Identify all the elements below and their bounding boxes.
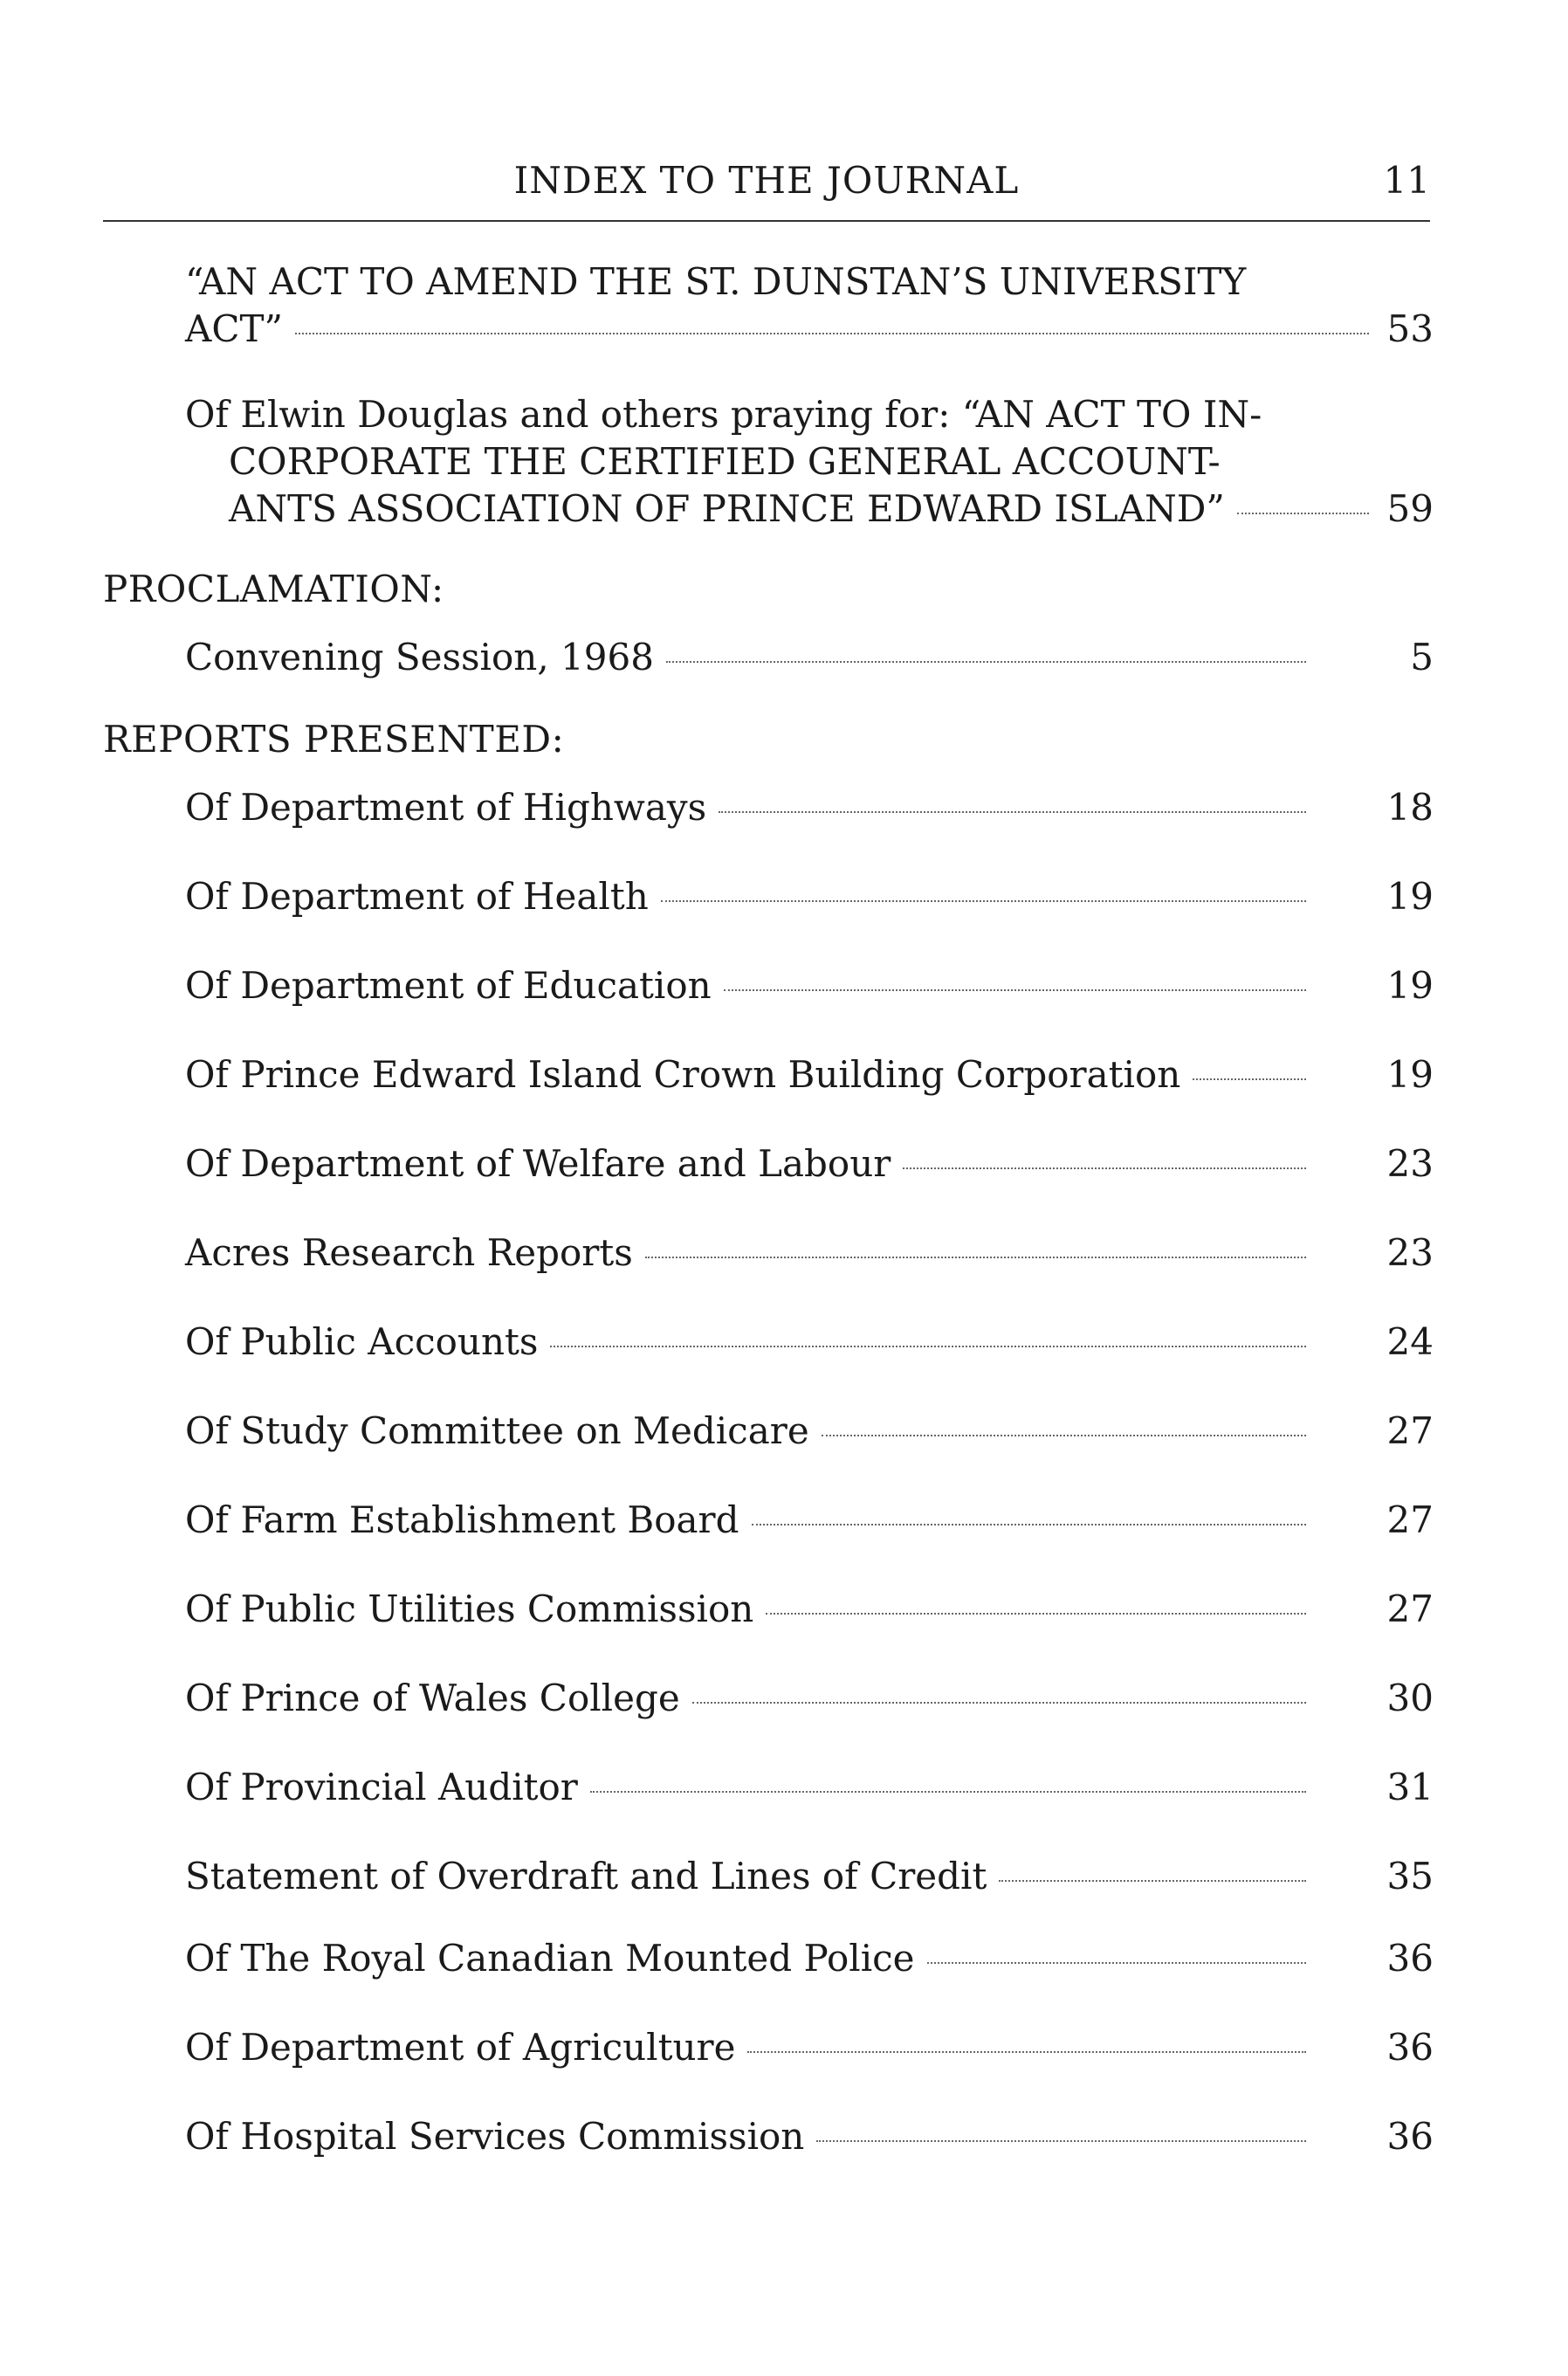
entry-label: Of Prince Edward Island Crown Building Corporation	[185, 1053, 1181, 1096]
header-rule	[103, 220, 1430, 222]
page-number: 11	[1383, 159, 1430, 202]
entry-page: 23	[1386, 1231, 1434, 1274]
entry-page: 24	[1386, 1320, 1434, 1363]
entry-page: 27	[1386, 1498, 1434, 1541]
dot-leader	[1237, 513, 1369, 514]
entry-page: 23	[1386, 1142, 1434, 1185]
entry-page: 31	[1386, 1766, 1434, 1808]
entry-text-line: “AN ACT TO AMEND THE ST. DUNSTAN’S UNIVERSITY	[185, 260, 1247, 303]
entry-label: Of Study Committee on Medicare	[185, 1409, 809, 1452]
dot-leader	[1193, 1078, 1306, 1080]
entry-label: Of Department of Welfare and Labour	[185, 1142, 891, 1185]
index-entry	[185, 964, 1434, 1007]
entry-label: Acres Research Reports	[185, 1231, 633, 1274]
entry-label: Of Public Utilities Commission	[185, 1587, 754, 1630]
entry-label: Of Hospital Services Commission	[185, 2115, 805, 2158]
entry-page: 36	[1386, 2026, 1434, 2069]
index-entry	[185, 1766, 1434, 1808]
entry-text-line: CORPORATE THE CERTIFIED GENERAL ACCOUNT-	[229, 440, 1221, 483]
dot-leader	[816, 2140, 1306, 2142]
dot-leader	[766, 1613, 1306, 1615]
section-heading-proclamation: PROCLAMATION:	[103, 568, 444, 610]
entry-page: 19	[1386, 1053, 1434, 1096]
entry-label: Statement of Overdraft and Lines of Credit	[185, 1855, 987, 1897]
entry-page: 53	[1386, 307, 1434, 350]
dot-leader	[927, 1962, 1306, 1964]
dot-leader	[724, 989, 1306, 991]
dot-leader	[822, 1435, 1306, 1436]
index-entry	[185, 786, 1434, 829]
index-entry	[185, 1855, 1434, 1897]
index-entry	[185, 1231, 1434, 1274]
entry-text-line: ANTS ASSOCIATION OF PRINCE EDWARD ISLAND”	[229, 487, 1225, 530]
dot-leader	[645, 1257, 1306, 1258]
dot-leader	[752, 1524, 1306, 1525]
dot-leader	[550, 1346, 1306, 1347]
entry-text-line: Of Elwin Douglas and others praying for: “AN ACT TO IN-	[185, 393, 1262, 436]
index-entry-st-dunstans-act	[185, 258, 1434, 353]
entry-page: 5	[1410, 636, 1434, 678]
entry-page: 27	[1386, 1587, 1434, 1630]
dot-leader	[666, 661, 1306, 663]
dot-leader	[295, 333, 1369, 334]
entry-page: 36	[1386, 2115, 1434, 2158]
entry-label: Of Department of Health	[185, 875, 649, 918]
dot-leader	[903, 1167, 1306, 1169]
index-entry	[185, 875, 1434, 918]
dot-leader	[590, 1791, 1306, 1793]
entry-label: Of Provincial Auditor	[185, 1766, 578, 1808]
entry-label: Of Prince of Wales College	[185, 1677, 680, 1719]
entry-label: Of Department of Highways	[185, 786, 707, 829]
index-entry	[185, 1677, 1434, 1719]
entry-label: Of Farm Establishment Board	[185, 1498, 739, 1541]
entry-page: 27	[1386, 1409, 1434, 1452]
index-entry	[185, 1053, 1434, 1096]
index-entry	[185, 636, 1434, 678]
dot-leader	[661, 900, 1306, 902]
entry-label: Of Department of Agriculture	[185, 2026, 736, 2069]
entry-page: 19	[1386, 875, 1434, 918]
entry-label: Of Department of Education	[185, 964, 712, 1007]
dot-leader	[719, 811, 1306, 813]
entry-label: Of Public Accounts	[185, 1320, 539, 1363]
entry-page: 30	[1386, 1677, 1434, 1719]
dot-leader	[747, 2051, 1306, 2053]
entry-page: 19	[1386, 964, 1434, 1007]
entry-label: Of The Royal Canadian Mounted Police	[185, 1937, 915, 1980]
page-header	[103, 159, 1430, 211]
index-entry	[185, 2115, 1434, 2158]
dot-leader	[692, 1702, 1306, 1704]
index-entry	[185, 1587, 1434, 1630]
index-entry	[185, 1409, 1434, 1452]
index-entry	[185, 1937, 1434, 1980]
entry-page: 35	[1386, 1855, 1434, 1897]
dot-leader	[999, 1880, 1306, 1882]
entry-label: Convening Session, 1968	[185, 636, 654, 678]
entry-page: 18	[1386, 786, 1434, 829]
index-entry	[185, 1498, 1434, 1541]
index-entry	[185, 1142, 1434, 1185]
entry-page: 59	[1386, 487, 1434, 530]
page-title: INDEX TO THE JOURNAL	[513, 159, 1020, 202]
index-entry	[185, 1320, 1434, 1363]
index-entry-accountants-association	[185, 391, 1434, 533]
section-heading-reports-presented: REPORTS PRESENTED:	[103, 718, 565, 761]
entry-text-line: ACT”	[185, 307, 283, 350]
entry-page: 36	[1386, 1937, 1434, 1980]
index-entry	[185, 2026, 1434, 2069]
